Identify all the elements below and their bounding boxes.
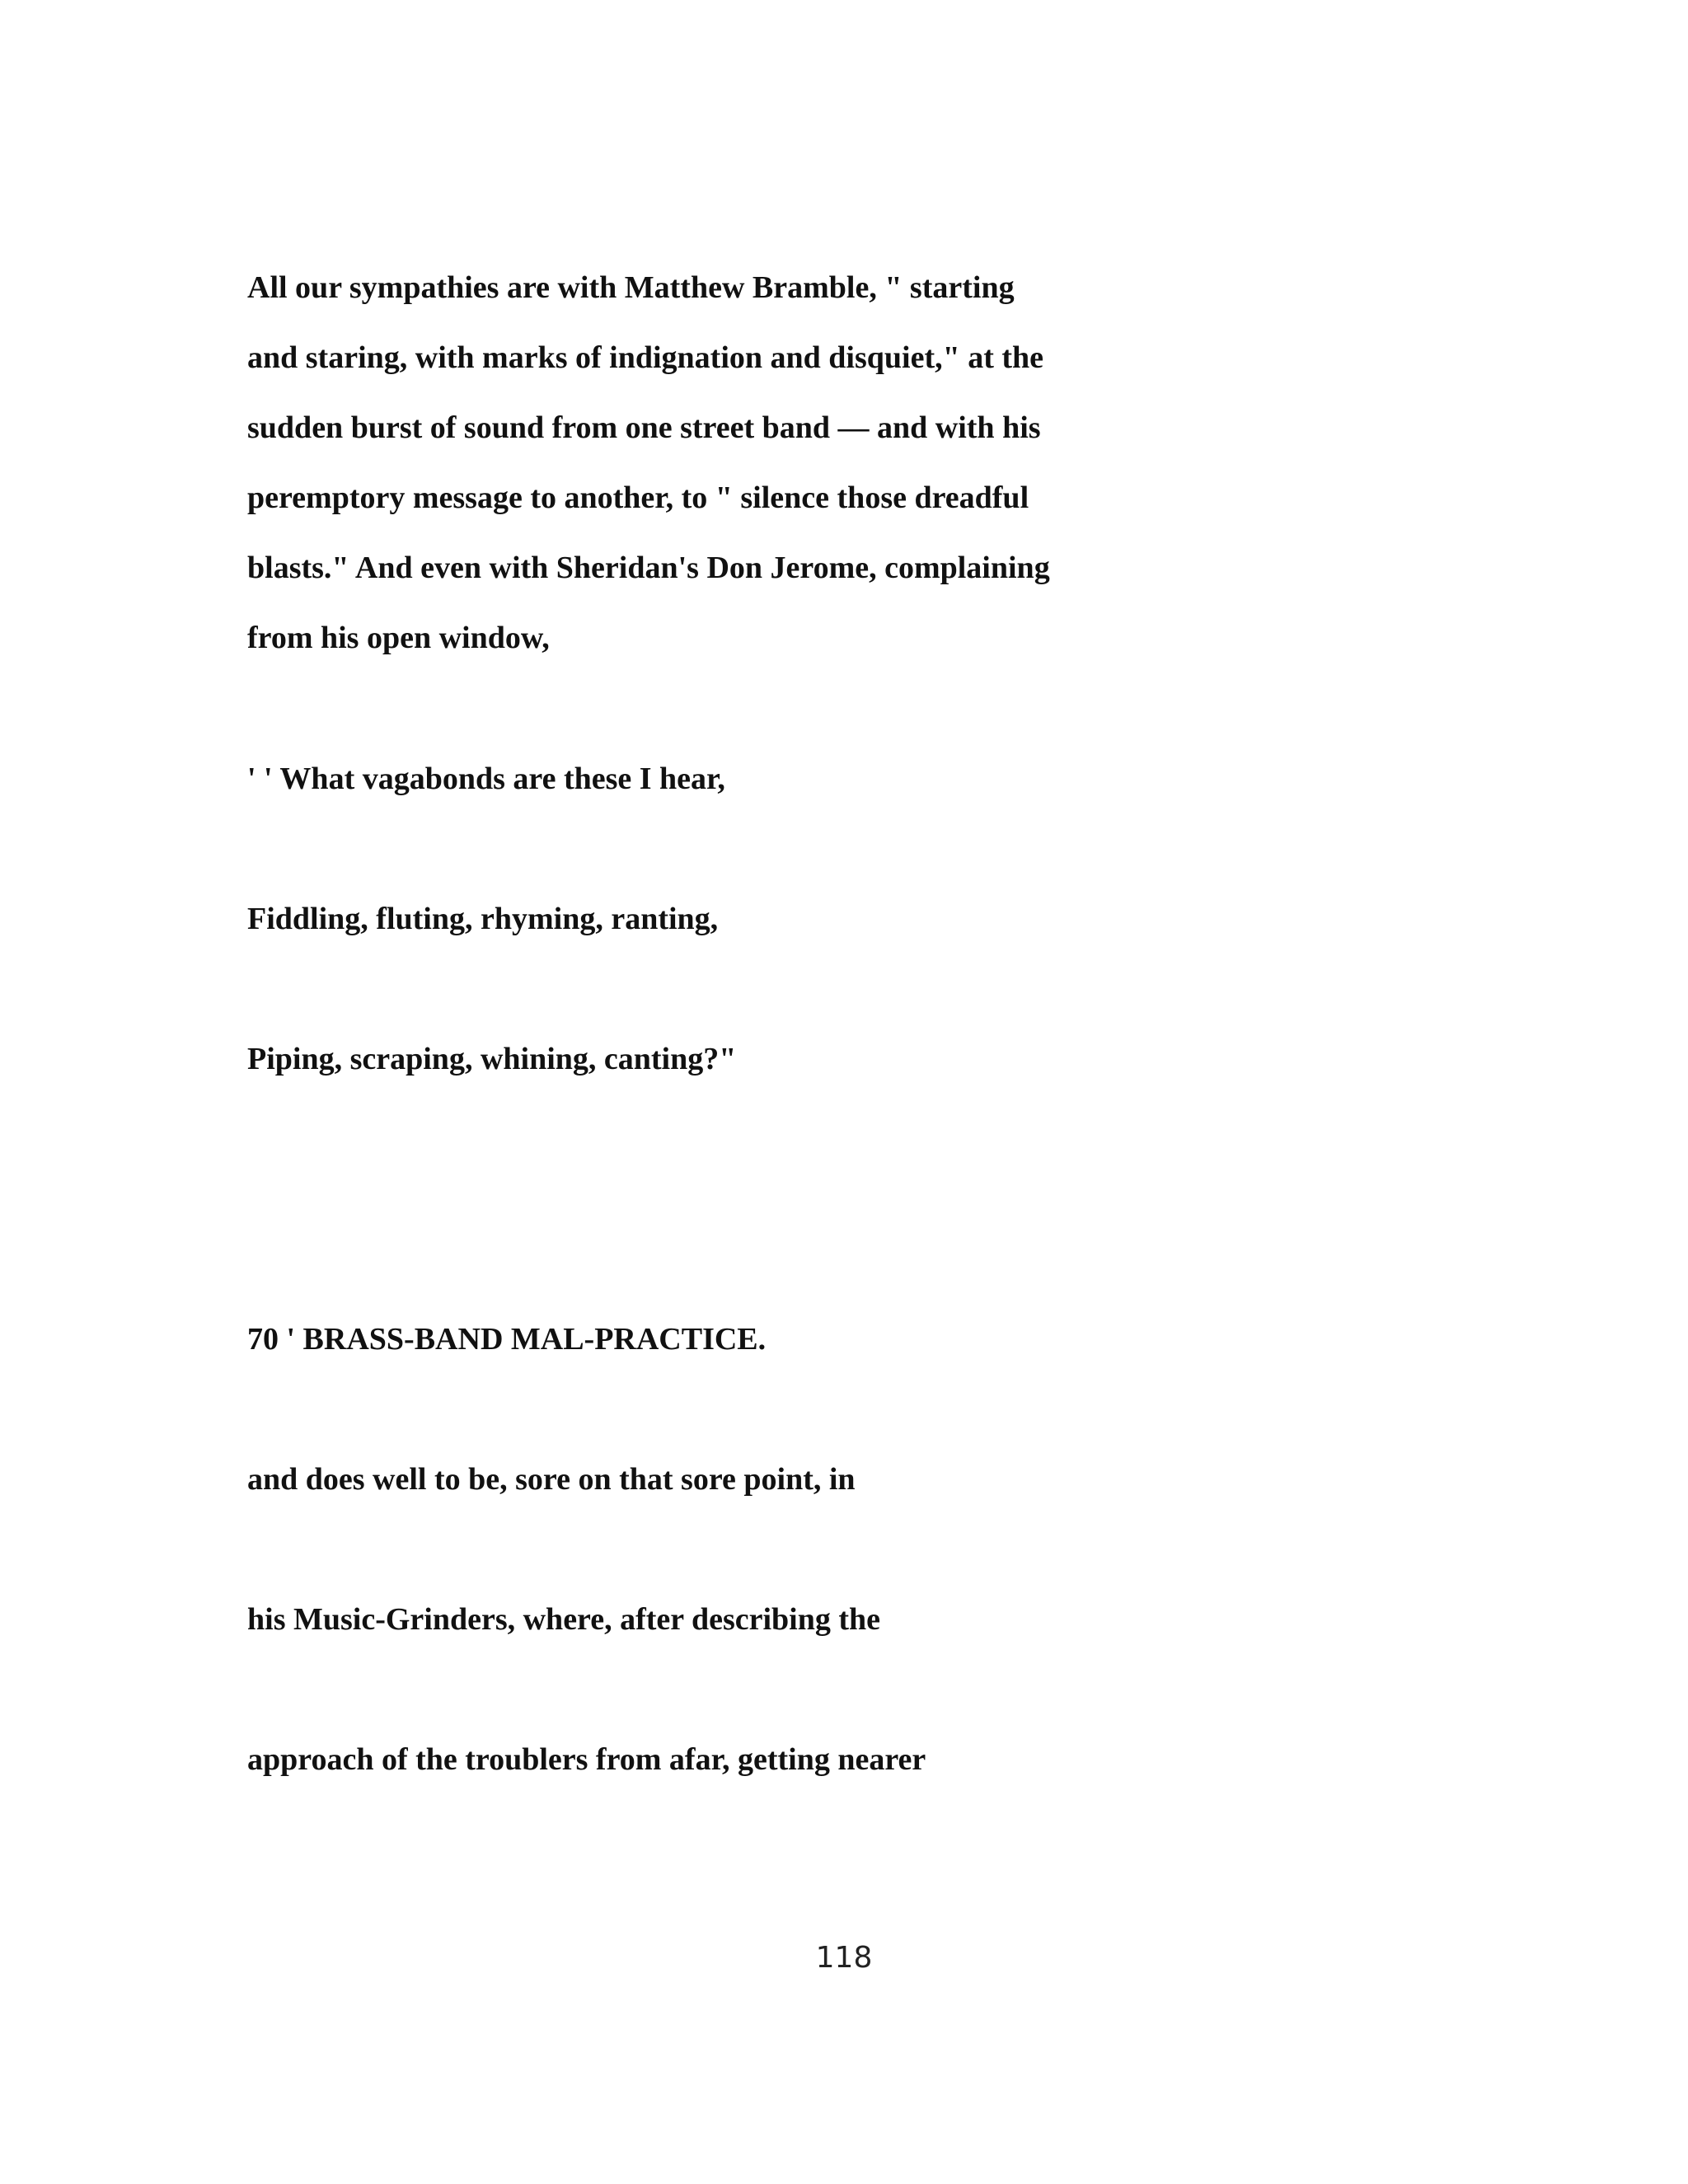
page-number: 118 (815, 1941, 873, 1975)
text-line: and does well to be, sore on that sore point, in (247, 1462, 856, 1497)
verse-line: ' ' What vagabonds are these I hear, (247, 762, 725, 796)
text-line: approach of the troublers from afar, getting nearer (247, 1742, 926, 1777)
text-line: from his open window, (247, 621, 550, 655)
running-header: 70 ' BRASS-BAND MAL-PRACTICE. (247, 1322, 767, 1357)
verse-line: Fiddling, fluting, rhyming, ranting, (247, 902, 719, 936)
text-line: and staring, with marks of indignation and disquiet," at the (247, 340, 1044, 375)
text-line: All our sympathies are with Matthew Bramble, " starting (247, 270, 1015, 305)
text-line: his Music-Grinders, where, after describing the (247, 1602, 881, 1637)
verse-line: Piping, scraping, whining, canting?" (247, 1042, 737, 1076)
text-line: peremptory message to another, to " silence those dreadful (247, 480, 1029, 515)
text-line: blasts." And even with Sheridan's Don Jerome, complaining (247, 551, 1050, 585)
text-line: sudden burst of sound from one street band — and with his (247, 410, 1041, 445)
